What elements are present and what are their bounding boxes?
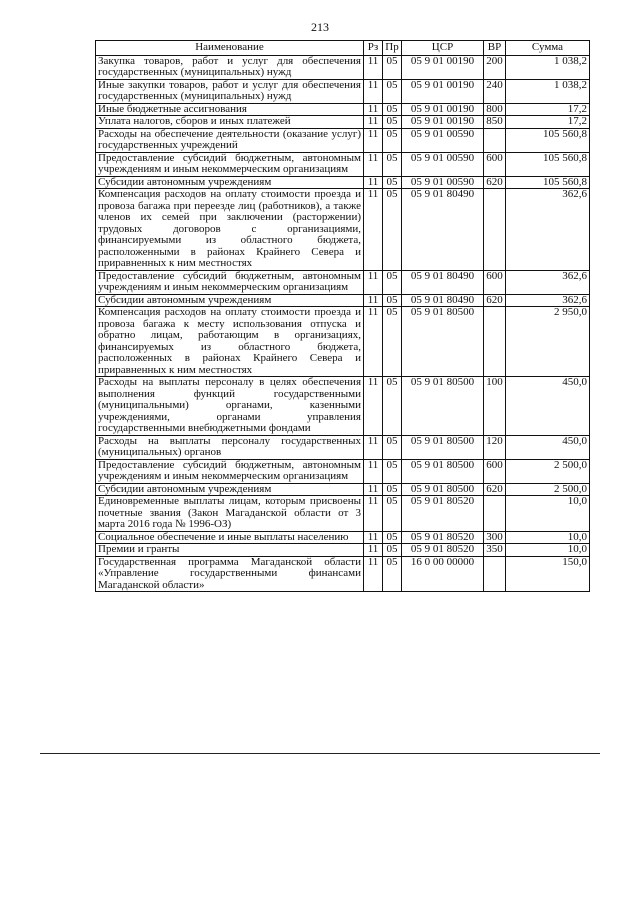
table-row [96, 152, 590, 176]
cell-csr: 05 9 01 00190 [402, 55, 484, 79]
cell-rz: 11 [364, 531, 383, 544]
header-name: Наименование [96, 41, 364, 56]
cell-pr: 05 [383, 128, 402, 152]
cell-name: Социальное обеспечение и иные выплаты населению [96, 531, 364, 544]
table-row [96, 270, 590, 294]
table-body [96, 55, 590, 592]
cell-vr: 600 [484, 152, 506, 176]
table-row [96, 294, 590, 307]
cell-rz: 11 [364, 459, 383, 483]
cell-sum: 450,0 [506, 377, 590, 436]
cell-rz: 11 [364, 116, 383, 129]
table-row [96, 103, 590, 116]
cell-name: Расходы на обеспечение деятельности (оказание услуг) государственных учреждений [96, 128, 364, 152]
cell-sum: 105 560,8 [506, 152, 590, 176]
cell-vr: 600 [484, 459, 506, 483]
header-vr: ВР [484, 41, 506, 56]
budget-table [95, 40, 590, 592]
cell-pr: 05 [383, 556, 402, 592]
cell-vr: 200 [484, 55, 506, 79]
table-row [96, 435, 590, 459]
cell-rz: 11 [364, 544, 383, 557]
cell-rz: 11 [364, 496, 383, 532]
cell-csr: 05 9 01 80500 [402, 459, 484, 483]
cell-sum: 362,6 [506, 294, 590, 307]
cell-name: Субсидии автономным учреждениям [96, 483, 364, 496]
cell-vr: 120 [484, 435, 506, 459]
cell-pr: 05 [383, 496, 402, 532]
header-pr: Пр [383, 41, 402, 56]
cell-rz: 11 [364, 435, 383, 459]
cell-pr: 05 [383, 435, 402, 459]
cell-vr: 240 [484, 79, 506, 103]
header-rz: Рз [364, 41, 383, 56]
cell-sum: 2 950,0 [506, 307, 590, 377]
cell-csr: 05 9 01 80500 [402, 377, 484, 436]
table-row [96, 189, 590, 271]
table-row [96, 307, 590, 377]
table-header-row [96, 41, 590, 56]
cell-vr [484, 307, 506, 377]
cell-sum: 362,6 [506, 270, 590, 294]
cell-pr: 05 [383, 116, 402, 129]
cell-csr: 05 9 01 00190 [402, 103, 484, 116]
cell-sum: 10,0 [506, 531, 590, 544]
cell-sum: 1 038,2 [506, 79, 590, 103]
cell-csr: 05 9 01 80500 [402, 483, 484, 496]
cell-csr: 05 9 01 80520 [402, 544, 484, 557]
cell-csr: 05 9 01 00190 [402, 79, 484, 103]
table-row [96, 531, 590, 544]
cell-pr: 05 [383, 79, 402, 103]
cell-sum: 105 560,8 [506, 176, 590, 189]
cell-csr: 05 9 01 80490 [402, 270, 484, 294]
cell-name: Расходы на выплаты персоналу в целях обеспечения выполнения функций государственными (муниципальными) органами, казенными учреждениями, органами управления государственными внебюджетными фондами [96, 377, 364, 436]
cell-rz: 11 [364, 55, 383, 79]
cell-name: Уплата налогов, сборов и иных платежей [96, 116, 364, 129]
cell-rz: 11 [364, 189, 383, 271]
cell-rz: 11 [364, 103, 383, 116]
cell-rz: 11 [364, 128, 383, 152]
cell-pr: 05 [383, 270, 402, 294]
cell-name: Компенсация расходов на оплату стоимости проезда и провоза багажа к месту использования отпуска и обратно лицам, работающим в организациях, финансируемых из областного бюджета, расположенных в районах Крайнего Севера и приравненных к ним местностях [96, 307, 364, 377]
cell-csr: 05 9 01 00190 [402, 116, 484, 129]
cell-rz: 11 [364, 270, 383, 294]
cell-vr [484, 128, 506, 152]
cell-vr: 850 [484, 116, 506, 129]
cell-vr: 600 [484, 270, 506, 294]
cell-name: Предоставление субсидий бюджетным, автономным учреждениям и иным некоммерческим организациям [96, 459, 364, 483]
cell-csr: 05 9 01 00590 [402, 176, 484, 189]
cell-csr: 05 9 01 80520 [402, 496, 484, 532]
bottom-divider [40, 753, 600, 754]
cell-pr: 05 [383, 377, 402, 436]
cell-rz: 11 [364, 483, 383, 496]
cell-sum: 17,2 [506, 103, 590, 116]
cell-sum: 17,2 [506, 116, 590, 129]
cell-csr: 16 0 00 00000 [402, 556, 484, 592]
cell-csr: 05 9 01 80500 [402, 307, 484, 377]
cell-name: Расходы на выплаты персоналу государственных (муниципальных) органов [96, 435, 364, 459]
cell-name: Единовременные выплаты лицам, которым присвоены почетные звания (Закон Магаданской области от 3 марта 2016 года № 1996-ОЗ) [96, 496, 364, 532]
cell-name: Субсидии автономным учреждениям [96, 294, 364, 307]
table-row [96, 377, 590, 436]
table-row [96, 556, 590, 592]
table-row [96, 544, 590, 557]
cell-sum: 10,0 [506, 544, 590, 557]
cell-name: Закупка товаров, работ и услуг для обеспечения государственных (муниципальных) нужд [96, 55, 364, 79]
table-row [96, 459, 590, 483]
cell-sum: 1 038,2 [506, 55, 590, 79]
cell-vr [484, 496, 506, 532]
cell-name: Субсидии автономным учреждениям [96, 176, 364, 189]
cell-csr: 05 9 01 80520 [402, 531, 484, 544]
cell-rz: 11 [364, 377, 383, 436]
cell-sum: 450,0 [506, 435, 590, 459]
cell-name: Компенсация расходов на оплату стоимости проезда и провоза багажа при переезде лиц (работников), а также членов их семей при заключении (расторжении) трудовых договоров с организациями, финансируемыми из областного бюджета, расположенными в районах Крайнего Севера и приравненных к ним местностях [96, 189, 364, 271]
table-row [96, 176, 590, 189]
cell-name: Премии и гранты [96, 544, 364, 557]
cell-rz: 11 [364, 307, 383, 377]
header-sum: Сумма [506, 41, 590, 56]
page-number: 213 [311, 20, 329, 34]
cell-sum: 2 500,0 [506, 459, 590, 483]
cell-csr: 05 9 01 80500 [402, 435, 484, 459]
cell-pr: 05 [383, 103, 402, 116]
cell-rz: 11 [364, 79, 383, 103]
cell-pr: 05 [383, 544, 402, 557]
table-row [96, 79, 590, 103]
table-row [96, 55, 590, 79]
cell-sum: 362,6 [506, 189, 590, 271]
cell-vr [484, 556, 506, 592]
cell-name: Предоставление субсидий бюджетным, автономным учреждениям и иным некоммерческим организациям [96, 270, 364, 294]
cell-name: Иные бюджетные ассигнования [96, 103, 364, 116]
cell-rz: 11 [364, 152, 383, 176]
cell-name: Государственная программа Магаданской области «Управление государственными финансами Магаданской области» [96, 556, 364, 592]
cell-vr: 100 [484, 377, 506, 436]
cell-rz: 11 [364, 556, 383, 592]
table-row [96, 496, 590, 532]
cell-vr: 620 [484, 483, 506, 496]
cell-sum: 2 500,0 [506, 483, 590, 496]
cell-pr: 05 [383, 531, 402, 544]
cell-rz: 11 [364, 294, 383, 307]
cell-csr: 05 9 01 00590 [402, 152, 484, 176]
cell-pr: 05 [383, 55, 402, 79]
table-row [96, 483, 590, 496]
cell-vr: 620 [484, 176, 506, 189]
cell-pr: 05 [383, 152, 402, 176]
cell-vr [484, 189, 506, 271]
cell-pr: 05 [383, 189, 402, 271]
cell-vr: 300 [484, 531, 506, 544]
table-row [96, 116, 590, 129]
cell-pr: 05 [383, 176, 402, 189]
cell-sum: 105 560,8 [506, 128, 590, 152]
cell-vr: 620 [484, 294, 506, 307]
cell-csr: 05 9 01 80490 [402, 294, 484, 307]
cell-csr: 05 9 01 80490 [402, 189, 484, 271]
cell-vr: 350 [484, 544, 506, 557]
cell-name: Предоставление субсидий бюджетным, автономным учреждениям и иным некоммерческим организациям [96, 152, 364, 176]
header-csr: ЦСР [402, 41, 484, 56]
cell-rz: 11 [364, 176, 383, 189]
cell-sum: 150,0 [506, 556, 590, 592]
cell-name: Иные закупки товаров, работ и услуг для обеспечения государственных (муниципальных) нужд [96, 79, 364, 103]
cell-pr: 05 [383, 307, 402, 377]
cell-sum: 10,0 [506, 496, 590, 532]
cell-pr: 05 [383, 483, 402, 496]
table-row [96, 128, 590, 152]
cell-csr: 05 9 01 00590 [402, 128, 484, 152]
cell-pr: 05 [383, 294, 402, 307]
cell-vr: 800 [484, 103, 506, 116]
cell-pr: 05 [383, 459, 402, 483]
